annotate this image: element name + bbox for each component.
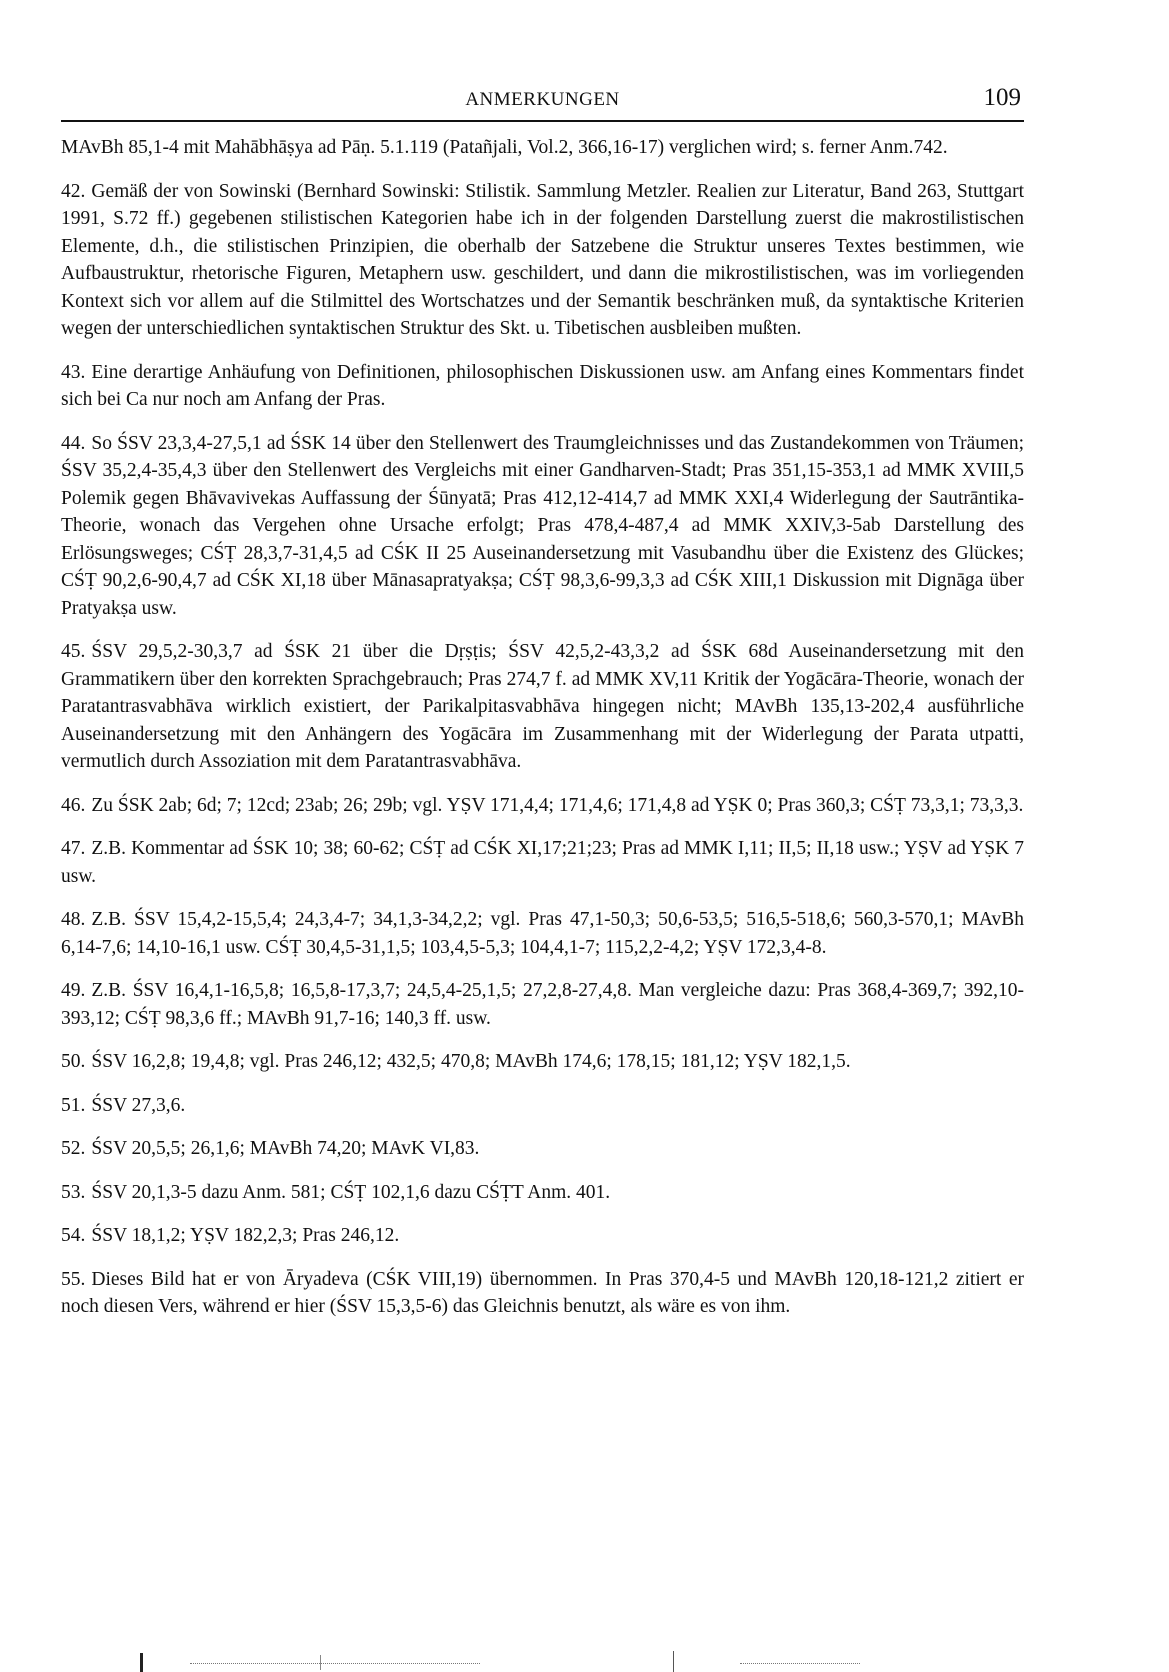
- note-text: ŚSV 29,5,2-30,3,7 ad ŚSK 21 über die Dṛṣṭis; ŚSV 42,5,2-43,3,2 ad ŚSK 68d Auseinandersetzung mit den Grammatikern über den korrekten Sprachgebrauch; Pras 274,7 f. ad MMK XV,11 Kritik der Yogācāra-Theorie, wonach der Paratantrasvabhāva wirklich existiert, der Parikalpitasvabhāva hingegen nicht; MAvBh 135,13-202,4 ausführliche Auseinandersetzung mit den Anhängern des Yogācāra im Zusammenhang mit der Widerlegung der Parata utpatti, vermutlich durch Assoziation mit dem Paratantrasvabhāva.: [61, 641, 1024, 772]
- note-text: So ŚSV 23,3,4-27,5,1 ad ŚSK 14 über den Stellenwert des Traumgleichnisses und das Zustandekommen von Träumen; ŚSV 35,2,4-35,4,3 über den Stellenwert des Vergleichs mit einer Gandharven-Stadt; Pras 351,15-353,1 ad MMK XVIII,5 Polemik gegen Bhāvavivekas Auffassung der Śūnyatā; Pras 412,12-414,7 ad MMK XXI,4 Widerlegung der Sautrāntika-Theorie, wonach das Vergehen ohne Ursache erfolgt; Pras 478,4-487,4 ad MMK XXIV,3-5ab Darstellung des Erlösungsweges; CŚṬ 28,3,7-31,4,5 ad CŚK II 25 Auseinandersetzung mit Vasubandhu über die Existenz des Glückes; CŚṬ 90,2,6-90,4,7 ad CŚK XI,18 über Mānasapratyakṣa; CŚṬ 98,3,6-99,3,3 ad CŚK XIII,1 Diskussion mit Dignāga über Pratyakṣa usw.: [61, 432, 1024, 619]
- note-number: 48.: [61, 909, 86, 930]
- note-45: [61, 638, 1024, 776]
- note-number: 51.: [61, 1094, 86, 1116]
- document-page: [61, 80, 1024, 1337]
- note-number: 43.: [61, 361, 86, 383]
- note-text: ŚSV 16,2,8; 19,4,8; vgl. Pras 246,12; 432,5; 470,8; MAvBh 174,6; 178,15; 181,12; YṢV 182,1,5.: [91, 1051, 851, 1072]
- note-43: [61, 359, 1024, 414]
- note-number: 45.: [61, 641, 86, 662]
- note-text: Z.B. ŚSV 15,4,2-15,5,4; 24,3,4-7; 34,1,3-34,2,2; vgl. Pras 47,1-50,3; 50,6-53,5; 516,5-518,6; 560,3-570,1; MAvBh 6,14-7,6; 14,10-16,1 usw. CŚṬ 30,4,5-31,1,5; 103,4,5-5,3; 104,4,1-7; 115,2,2-4,2; YṢV 172,3,4-8.: [61, 909, 1024, 958]
- endnotes-list: [61, 134, 1024, 1321]
- note-44: [61, 430, 1024, 623]
- note-49: [61, 977, 1024, 1032]
- note-number: 54.: [61, 1225, 86, 1246]
- note-42: [61, 178, 1024, 343]
- note-53: [61, 1179, 1024, 1207]
- note-text: ŚSV 27,3,6.: [91, 1094, 186, 1116]
- note-text: Eine derartige Anhäufung von Definitionen, philosophischen Diskussionen usw. am Anfang eines Kommentars findet sich bei Ca nur noch am Anfang der Pras.: [61, 361, 1024, 410]
- note-text: ŚSV 20,1,3-5 dazu Anm. 581; CŚṬ 102,1,6 dazu CŚṬT Anm. 401.: [91, 1181, 611, 1203]
- scan-mark: [673, 1651, 674, 1672]
- note-47: [61, 835, 1024, 890]
- note-continued: [61, 134, 1024, 162]
- running-header: [61, 80, 1024, 122]
- note-54: [61, 1222, 1024, 1250]
- note-46: [61, 792, 1024, 820]
- note-number: 50.: [61, 1051, 86, 1072]
- note-text: Z.B. Kommentar ad ŚSK 10; 38; 60-62; CŚṬ ad CŚK XI,17;21;23; Pras ad MMK I,11; II,5; II,18 usw.; YṢV ad YṢK 7 usw.: [61, 838, 1024, 887]
- note-text: Dieses Bild hat er von Āryadeva (CŚK VIII,19) übernommen. In Pras 370,4-5 und MAvBh 120,18-121,2 zitiert er noch diesen Vers, während er hier (ŚSV 15,3,5-6) das Gleichnis benutzt, als wäre es von ihm.: [61, 1268, 1024, 1317]
- note-number: 55.: [61, 1268, 86, 1290]
- running-title: ANMERKUNGEN: [465, 89, 620, 110]
- note-text: ŚSV 20,5,5; 26,1,6; MAvBh 74,20; MAvK VI,83.: [91, 1138, 480, 1159]
- note-text: Gemäß der von Sowinski (Bernhard Sowinski: Stilistik. Sammlung Metzler. Realien zur Literatur, Band 263, Stuttgart 1991, S.72 ff.) gegebenen stilistischen Kategorien habe ich in der folgenden Darstellung zuerst die makrostilistischen Elemente, d.h., die stilistischen Prinzipien, die oberhalb der Satzebene die Struktur unseres Textes bestimmen, wie Aufbaustruktur, rhetorische Figuren, Metaphern usw. geschildert, und dann die mikrostilistischen, was im vorliegenden Kontext sich vor allem auf die Stilmittel des Wortschatzes und der Semantik beschränken muß, da syntaktische Kriterien wegen der unterschiedlichen syntaktischen Struktur des Skt. u. Tibetischen ausbleiben mußten.: [61, 180, 1024, 339]
- note-48: [61, 906, 1024, 961]
- note-51: [61, 1092, 1024, 1120]
- page-number: 109: [983, 84, 1021, 111]
- scan-dots: [740, 1663, 860, 1665]
- note-number: 52.: [61, 1138, 86, 1159]
- note-text: Zu ŚSK 2ab; 6d; 7; 12cd; 23ab; 26; 29b; vgl. YṢV 171,4,4; 171,4,6; 171,4,8 ad YṢK 0; Pras 360,3; CŚṬ 73,3,1; 73,3,3.: [91, 794, 1024, 816]
- note-52: [61, 1135, 1024, 1163]
- scan-dots: [190, 1663, 480, 1665]
- note-text: ŚSV 18,1,2; YṢV 182,2,3; Pras 246,12.: [91, 1225, 400, 1246]
- note-text: MAvBh 85,1-4 mit Mahābhāṣya ad Pāṇ. 5.1.119 (Patañjali, Vol.2, 366,16-17) verglichen wird; s. ferner Anm.742.: [61, 137, 948, 158]
- note-text: Z.B. ŚSV 16,4,1-16,5,8; 16,5,8-17,3,7; 24,5,4-25,1,5; 27,2,8-27,4,8. Man vergleiche dazu: Pras 368,4-369,7; 392,10-393,12; CŚṬ 98,3,6 ff.; MAvBh 91,7-16; 140,3 ff. usw.: [61, 980, 1024, 1029]
- note-number: 53.: [61, 1181, 86, 1203]
- note-number: 49.: [61, 980, 86, 1001]
- note-50: [61, 1048, 1024, 1076]
- note-55: [61, 1266, 1024, 1321]
- scan-mark: [140, 1653, 143, 1672]
- note-number: 47.: [61, 838, 86, 859]
- scan-artifacts: [0, 1645, 1169, 1672]
- note-number: 42.: [61, 180, 86, 202]
- note-number: 44.: [61, 432, 86, 454]
- note-number: 46.: [61, 794, 86, 816]
